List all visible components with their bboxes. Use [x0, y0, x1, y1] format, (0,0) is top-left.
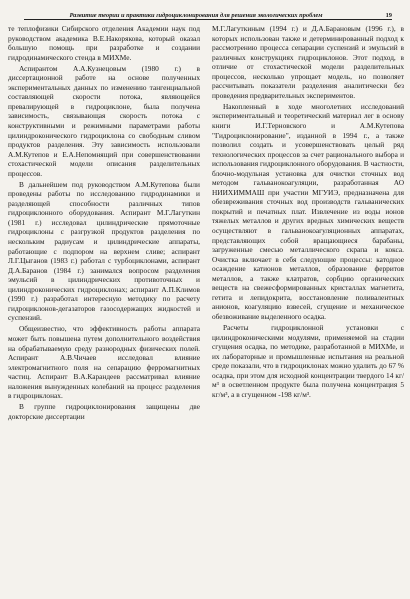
paragraph: Расчеты гидроциклонной установки с цилиндроконическими модулями, применяемой на стадии сгущения осадка, по методике, разработанной в МИХМе, и их лабораторные и промышленные испытания на реальной среде показали, что в гидроциклонах можно удалить до 67 % осадка, при этом для исходной концентрации твердого 14 кг/м³ в осветленном продукте была получена концентрация 5 кг/м³, а в сгущенном -198 кг/м³.	[212, 322, 404, 399]
right-column	[212, 24, 404, 591]
page-number: 19	[385, 12, 392, 19]
paragraph: М.Г.Лагуткиным (1994 г.) и Д.А.Барановым (1996 г.), в которых использован также и детерминированный подход к рассмотрению процесса сепарации суспензий и эмульсий в различных конструкциях гидроциклонов. Этот подход, в отличие от стохастической модели разделительных процессов, несколько упрощает модель, но позволяет рассчитывать показатели разделения аналитически без проведения предварительных экспериментов.	[212, 24, 404, 100]
running-header	[24, 6, 392, 20]
header-title: Развитие теории и практики гидроциклонирования для решения экологических проблем	[69, 12, 323, 19]
paragraph: Общеизвестно, что эффективность работы аппарата может быть повышена путем дополнительного воздействия на обрабатываемую среду разнородных физических полей. Аспирант А.В.Чичаев исследовал влияние электромагнитного поля на сепарацию ферромагнитных частиц. Аспирант В.А.Карандеев рассматривал влияние наложения вынужденных колебаний на процесс разделения в гидроциклонах.	[8, 324, 200, 401]
paragraph: Накопленный в ходе многолетних исследований экспериментальный и теоретический материал лег в основу книги И.Г.Терновского и А.М.Кутепова "Гидроциклонирование", изданной в 1994 г., а также позволил создать и усовершенствовать целый ряд технологических процессов за счет рационального выбора и использования гидроциклонного оборудования. В частности, блочно-модульная установка для очистки сточных вод методом гальванокоагуляции, разработанная АО НИИХИММАШ при участии МГУИЭ, предназначена для обезвреживания сточных вод производств гальванических покрытий и печатных плат. Извлечение из воды ионов тяжелых металлов и других вредных химических веществ осуществляют в гальванокоагуляционных аппаратах, представляющих собой вращающиеся барабаны, загруженные смесью металлического скрапа и кокса. Очистка включает в себя следующие процессы: катодное осаждение катионов металлов, образование ферритов металлов, а также клатратов, сорбцию органических веществ на свежесформированных кристаллах магнетита, гетита и лепидокрита, восстановление поливалентных анионов, коагуляцию взвесей, сгущение и механическое обезвоживание выделенного осадка.	[212, 101, 404, 321]
paragraph: В группе гидроциклонирования защищены две докторские диссертации	[8, 402, 200, 421]
paragraph: Аспирантом А.А.Кузнецовым (1980 г.) в диссертационной работе на основе полученных экспериментальных данных по изменению тангенциальной составляющей скорости потока, являющейся превалирующей в гидроциклоне, была получена зависимость, связывающая скорость потока с конструктивными и режимными параметрами работы цилиндроконического гидроциклона со свободным сливом продуктов разделения. Эту зависимость использовали А.М.Кутепов и Е.А.Непомнящий при совершенствовании стохастической модели описания разделительных процессов.	[8, 63, 200, 178]
left-column	[8, 24, 200, 591]
paragraph: В дальнейшем под руководством А.М.Кутепова были проведены работы по исследованию гидродинамики и разделяющей способности различных типов гидроциклонного оборудования. Аспирант М.Г.Лагуткин (1981 г.) исследовал цилиндрические прямоточные гидроциклоны с разгрузкой продуктов разделения по нескольким радиусам и цилиндрические аппараты, работающие с подпором на верхнем сливе; аспирант Л.Г.Цыганов (1983 г.) работал с турбоциклонами, аспирант Д.А.Баранов (1984 г.) занимался вопросом разделения эмульсий в цилиндрических противоточных и цилиндроконических гидроциклонах; аспирант А.П.Климов (1990 г.) разработал интересную методику по расчету гидроциклонов-дегазаторов газосодержащих жидкостей и суспензий.	[8, 179, 200, 323]
paragraph: те теплофизики Сибирского отделения Академии наук под руководством академика В.Е.Накорякова, который оказал большую помощь при разработке и создании гидродинамического стенда в МИХМе.	[8, 24, 200, 62]
